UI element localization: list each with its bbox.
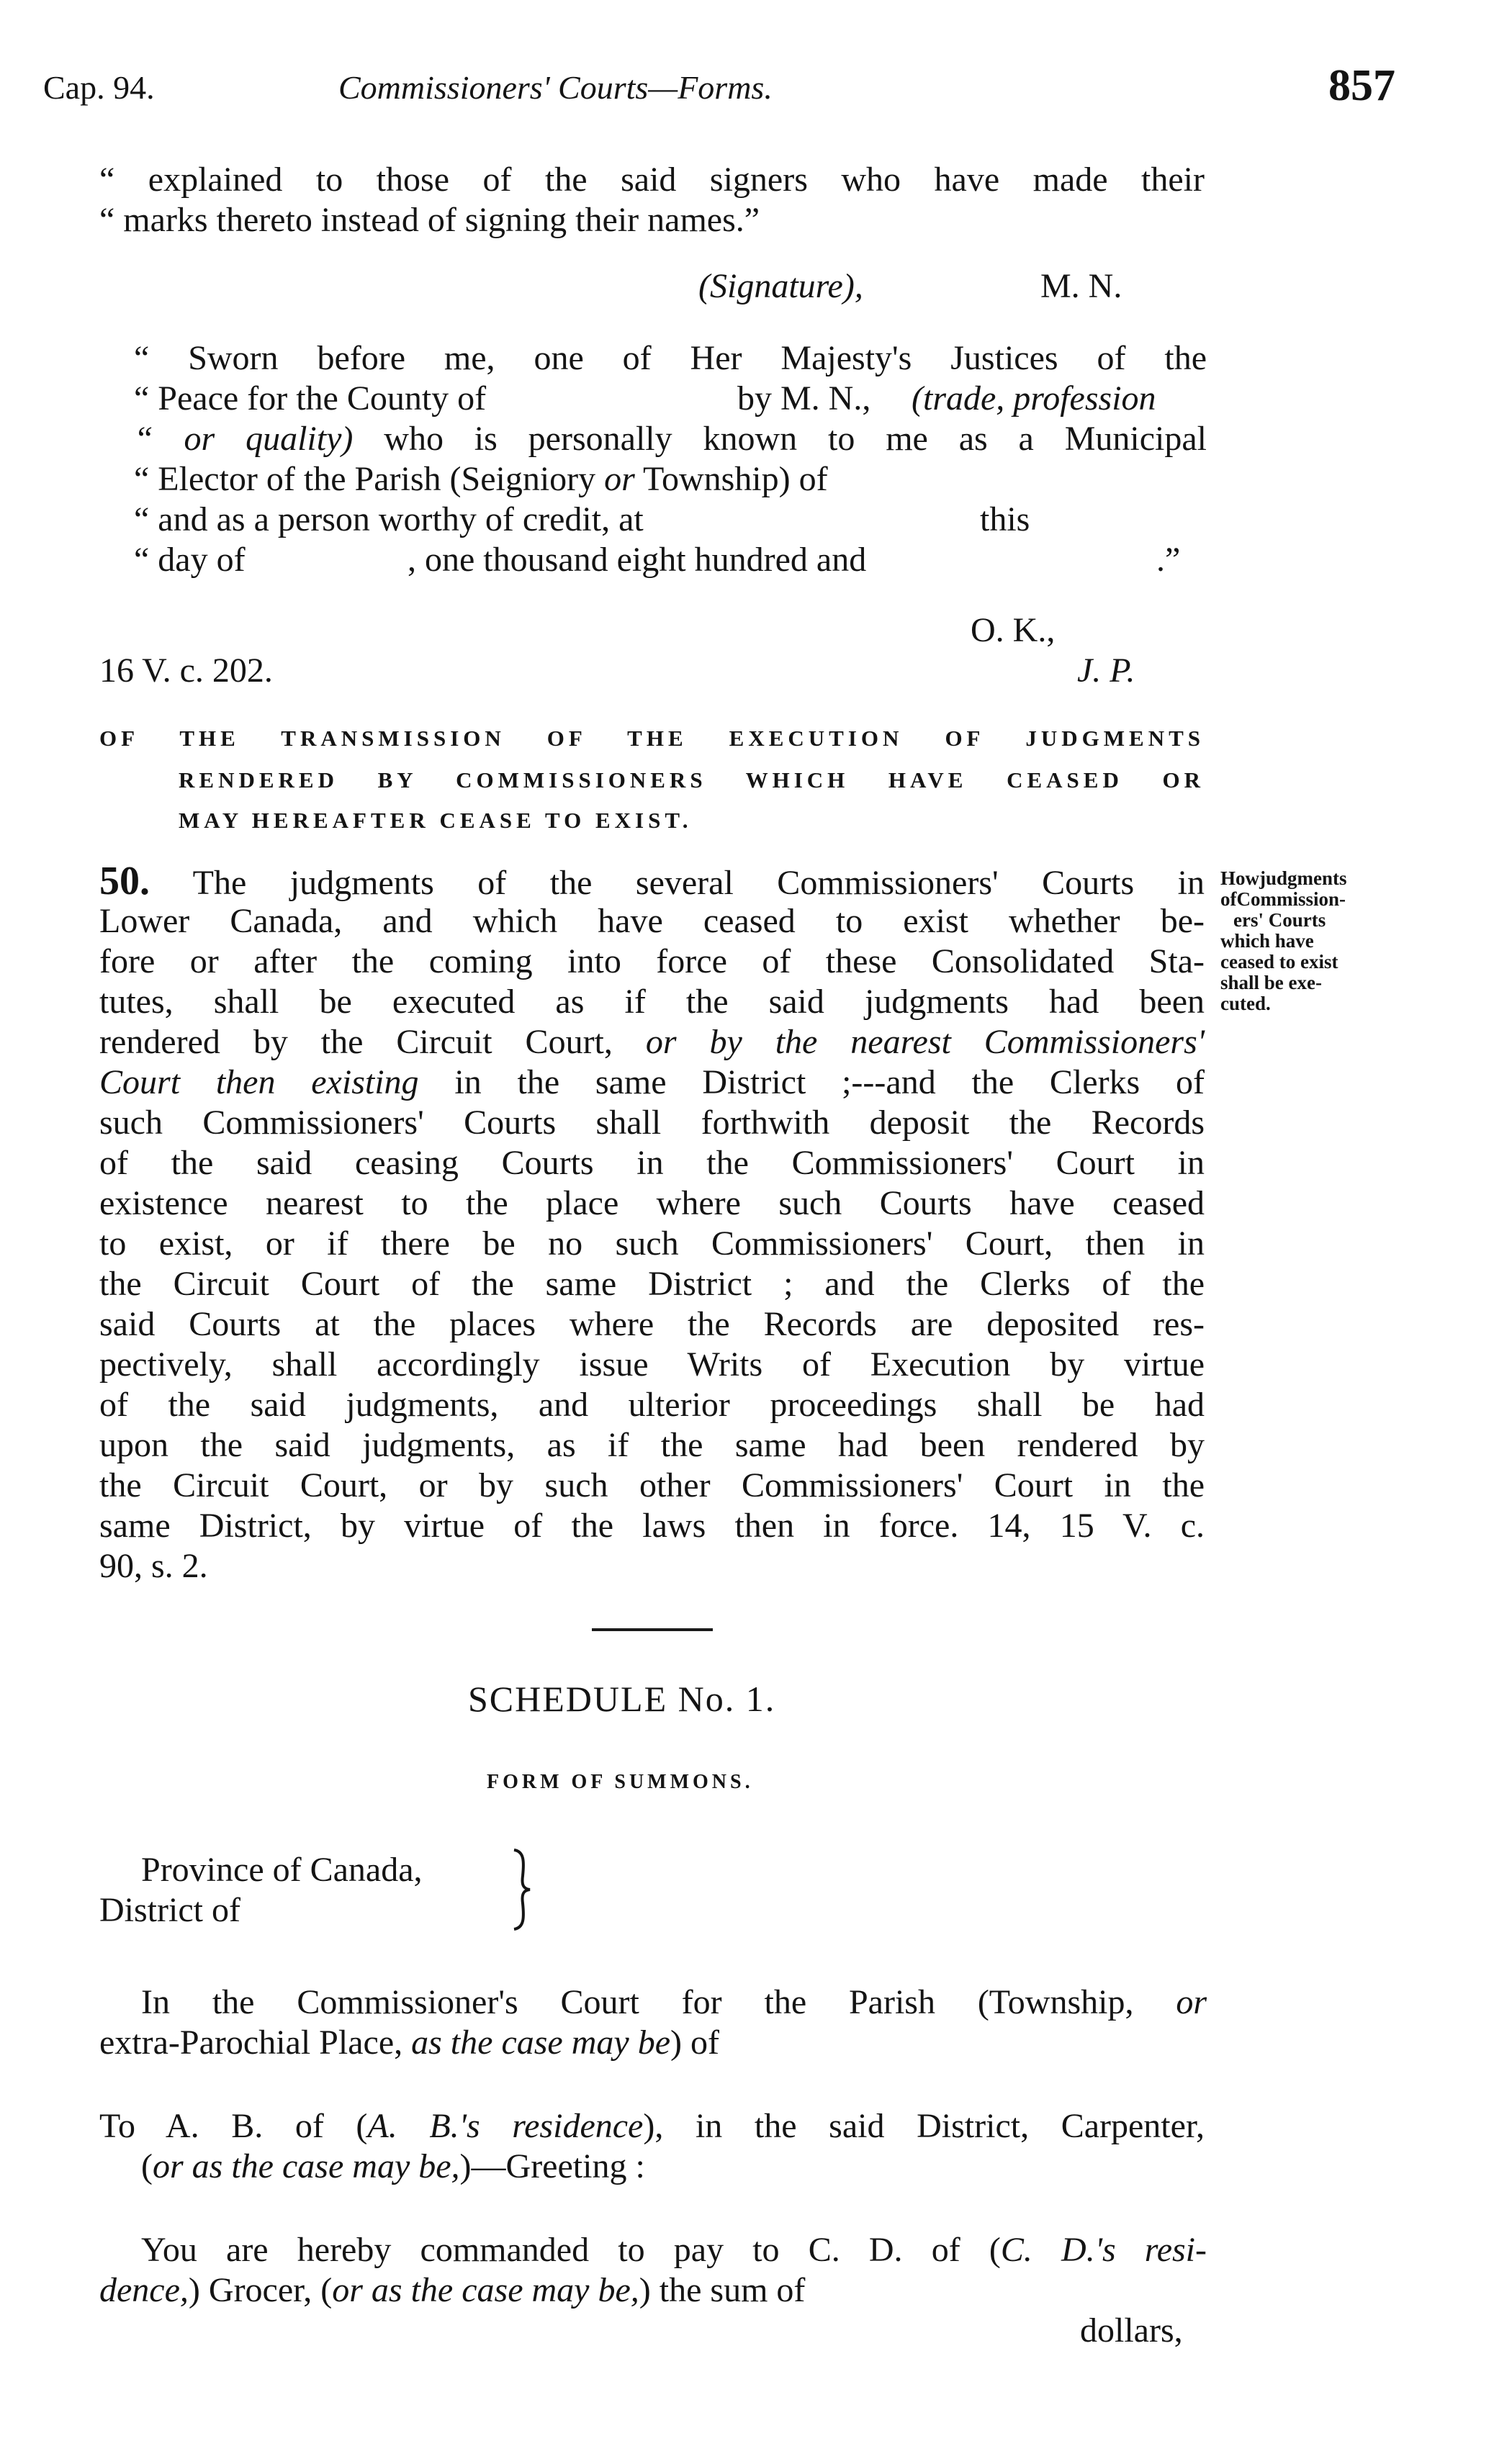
district-label: District of: [99, 1891, 240, 1929]
page-number: 857: [1328, 61, 1395, 110]
justice-title: J. P.: [1077, 651, 1135, 690]
running-title-text: Commissioners' Courts—Forms.: [338, 69, 773, 106]
section-50-line: to exist, or if there be no such Commissioners' Court, then in: [99, 1224, 1205, 1263]
section-50-line: pectively, shall accordingly issue Writs of Execution by virtue: [99, 1345, 1205, 1384]
brace-icon: [510, 1847, 534, 1932]
section-50-line: Court then existing in the same District ;---and the Clerks of: [99, 1063, 1205, 1101]
section-50-line: said Courts at the places where the Records are deposited res-: [99, 1305, 1205, 1343]
affidavit-line: “ marks thereto instead of signing their names.”: [99, 201, 760, 239]
command-line: You are hereby commanded to pay to C. D. of (C. D.'s resi-: [141, 2231, 1207, 2269]
section-heading-line: RENDERED BY COMMISSIONERS WHICH HAVE CEASED OR: [179, 767, 1205, 793]
margin-note-line: ceased to exist: [1220, 951, 1338, 972]
section-50-line: of the said ceasing Courts in the Commissioners' Court in: [99, 1144, 1205, 1182]
section-50-line: of the said judgments, and ulterior proceedings shall be had: [99, 1386, 1205, 1424]
sworn-line: “ Peace for the County of by M. N., (trade, profession: [134, 379, 1156, 418]
running-title: [338, 66, 773, 109]
section-divider: [592, 1628, 713, 1631]
section-50-line: 90, s. 2.: [99, 1547, 208, 1585]
margin-note-line: ers' Courts: [1233, 909, 1326, 931]
section-50-line: fore or after the coming into force of these Consolidated Sta-: [99, 942, 1205, 980]
command-line: dollars,: [1080, 2311, 1183, 2350]
court-line: In the Commissioner's Court for the Parish (Township, or: [141, 1983, 1207, 2021]
section-50-line: existence nearest to the place where such Courts have ceased: [99, 1184, 1205, 1222]
chapter-number: Cap. 94.: [43, 69, 155, 106]
section-50-line: 50. The judgments of the several Commissioners' Courts in: [99, 859, 1205, 903]
section-50-line: same District, by virtue of the laws then in force. 14, 15 V. c.: [99, 1507, 1205, 1545]
section-heading-line: OF THE TRANSMISSION OF THE EXECUTION OF JUDGMENTS: [99, 726, 1205, 751]
justice-name: O. K.,: [971, 611, 1056, 649]
citation-16v: 16 V. c. 202.: [99, 651, 273, 690]
section-50-line: rendered by the Circuit Court, or by the nearest Commissioners': [99, 1023, 1205, 1061]
margin-note-line: shall be exe-: [1220, 972, 1322, 993]
margin-note-line: Howjudgments: [1220, 867, 1347, 889]
sworn-line: “ Sworn before me, one of Her Majesty's Justices of the: [134, 339, 1207, 377]
court-line: extra-Parochial Place, as the case may be) of: [99, 2023, 719, 2062]
margin-note-line: cuted.: [1220, 993, 1271, 1014]
sworn-line: “ or quality) who is personally known to me as a Municipal: [134, 420, 1207, 458]
sworn-line: “ day of , one thousand eight hundred and .”: [134, 541, 1181, 579]
section-heading-line: MAY HEREAFTER CEASE TO EXIST.: [179, 808, 693, 833]
command-line: dence,) Grocer, (or as the case may be,) the sum of: [99, 2271, 806, 2309]
addressee-line: To A. B. of (A. B.'s residence), in the said District, Carpenter,: [99, 2107, 1205, 2145]
schedule-title: SCHEDULE No. 1.: [468, 1679, 776, 1719]
section-50-line: the Circuit Court, or by such other Commissioners' Court in the: [99, 1466, 1205, 1504]
section-number: 50.: [99, 859, 150, 903]
province-label: Province of Canada,: [141, 1851, 423, 1889]
sworn-line: “ and as a person worthy of credit, at this: [134, 500, 1030, 538]
section-50-line: tutes, shall be executed as if the said judgments had been: [99, 983, 1205, 1021]
margin-note-line: ofCommission-: [1220, 888, 1346, 910]
section-50-line: the Circuit Court of the same District ; and the Clerks of the: [99, 1265, 1205, 1303]
addressee-line: (or as the case may be,)—Greeting :: [141, 2147, 645, 2185]
signature-name: M. N.: [1040, 267, 1122, 305]
section-50-line: upon the said judgments, as if the same had been rendered by: [99, 1426, 1205, 1464]
schedule-subtitle: FORM OF SUMMONS.: [487, 1771, 754, 1793]
section-50-line: Lower Canada, and which have ceased to exist whether be-: [99, 902, 1205, 940]
margin-note-line: which have: [1220, 930, 1314, 952]
sworn-line: “ Elector of the Parish (Seigniory or Township) of: [134, 460, 828, 498]
section-50-line: such Commissioners' Courts shall forthwith deposit the Records: [99, 1104, 1205, 1142]
signature-label: (Signature),: [698, 267, 863, 305]
affidavit-line: “ explained to those of the said signers who have made their: [99, 161, 1205, 199]
margin-note: [1220, 868, 1347, 1014]
